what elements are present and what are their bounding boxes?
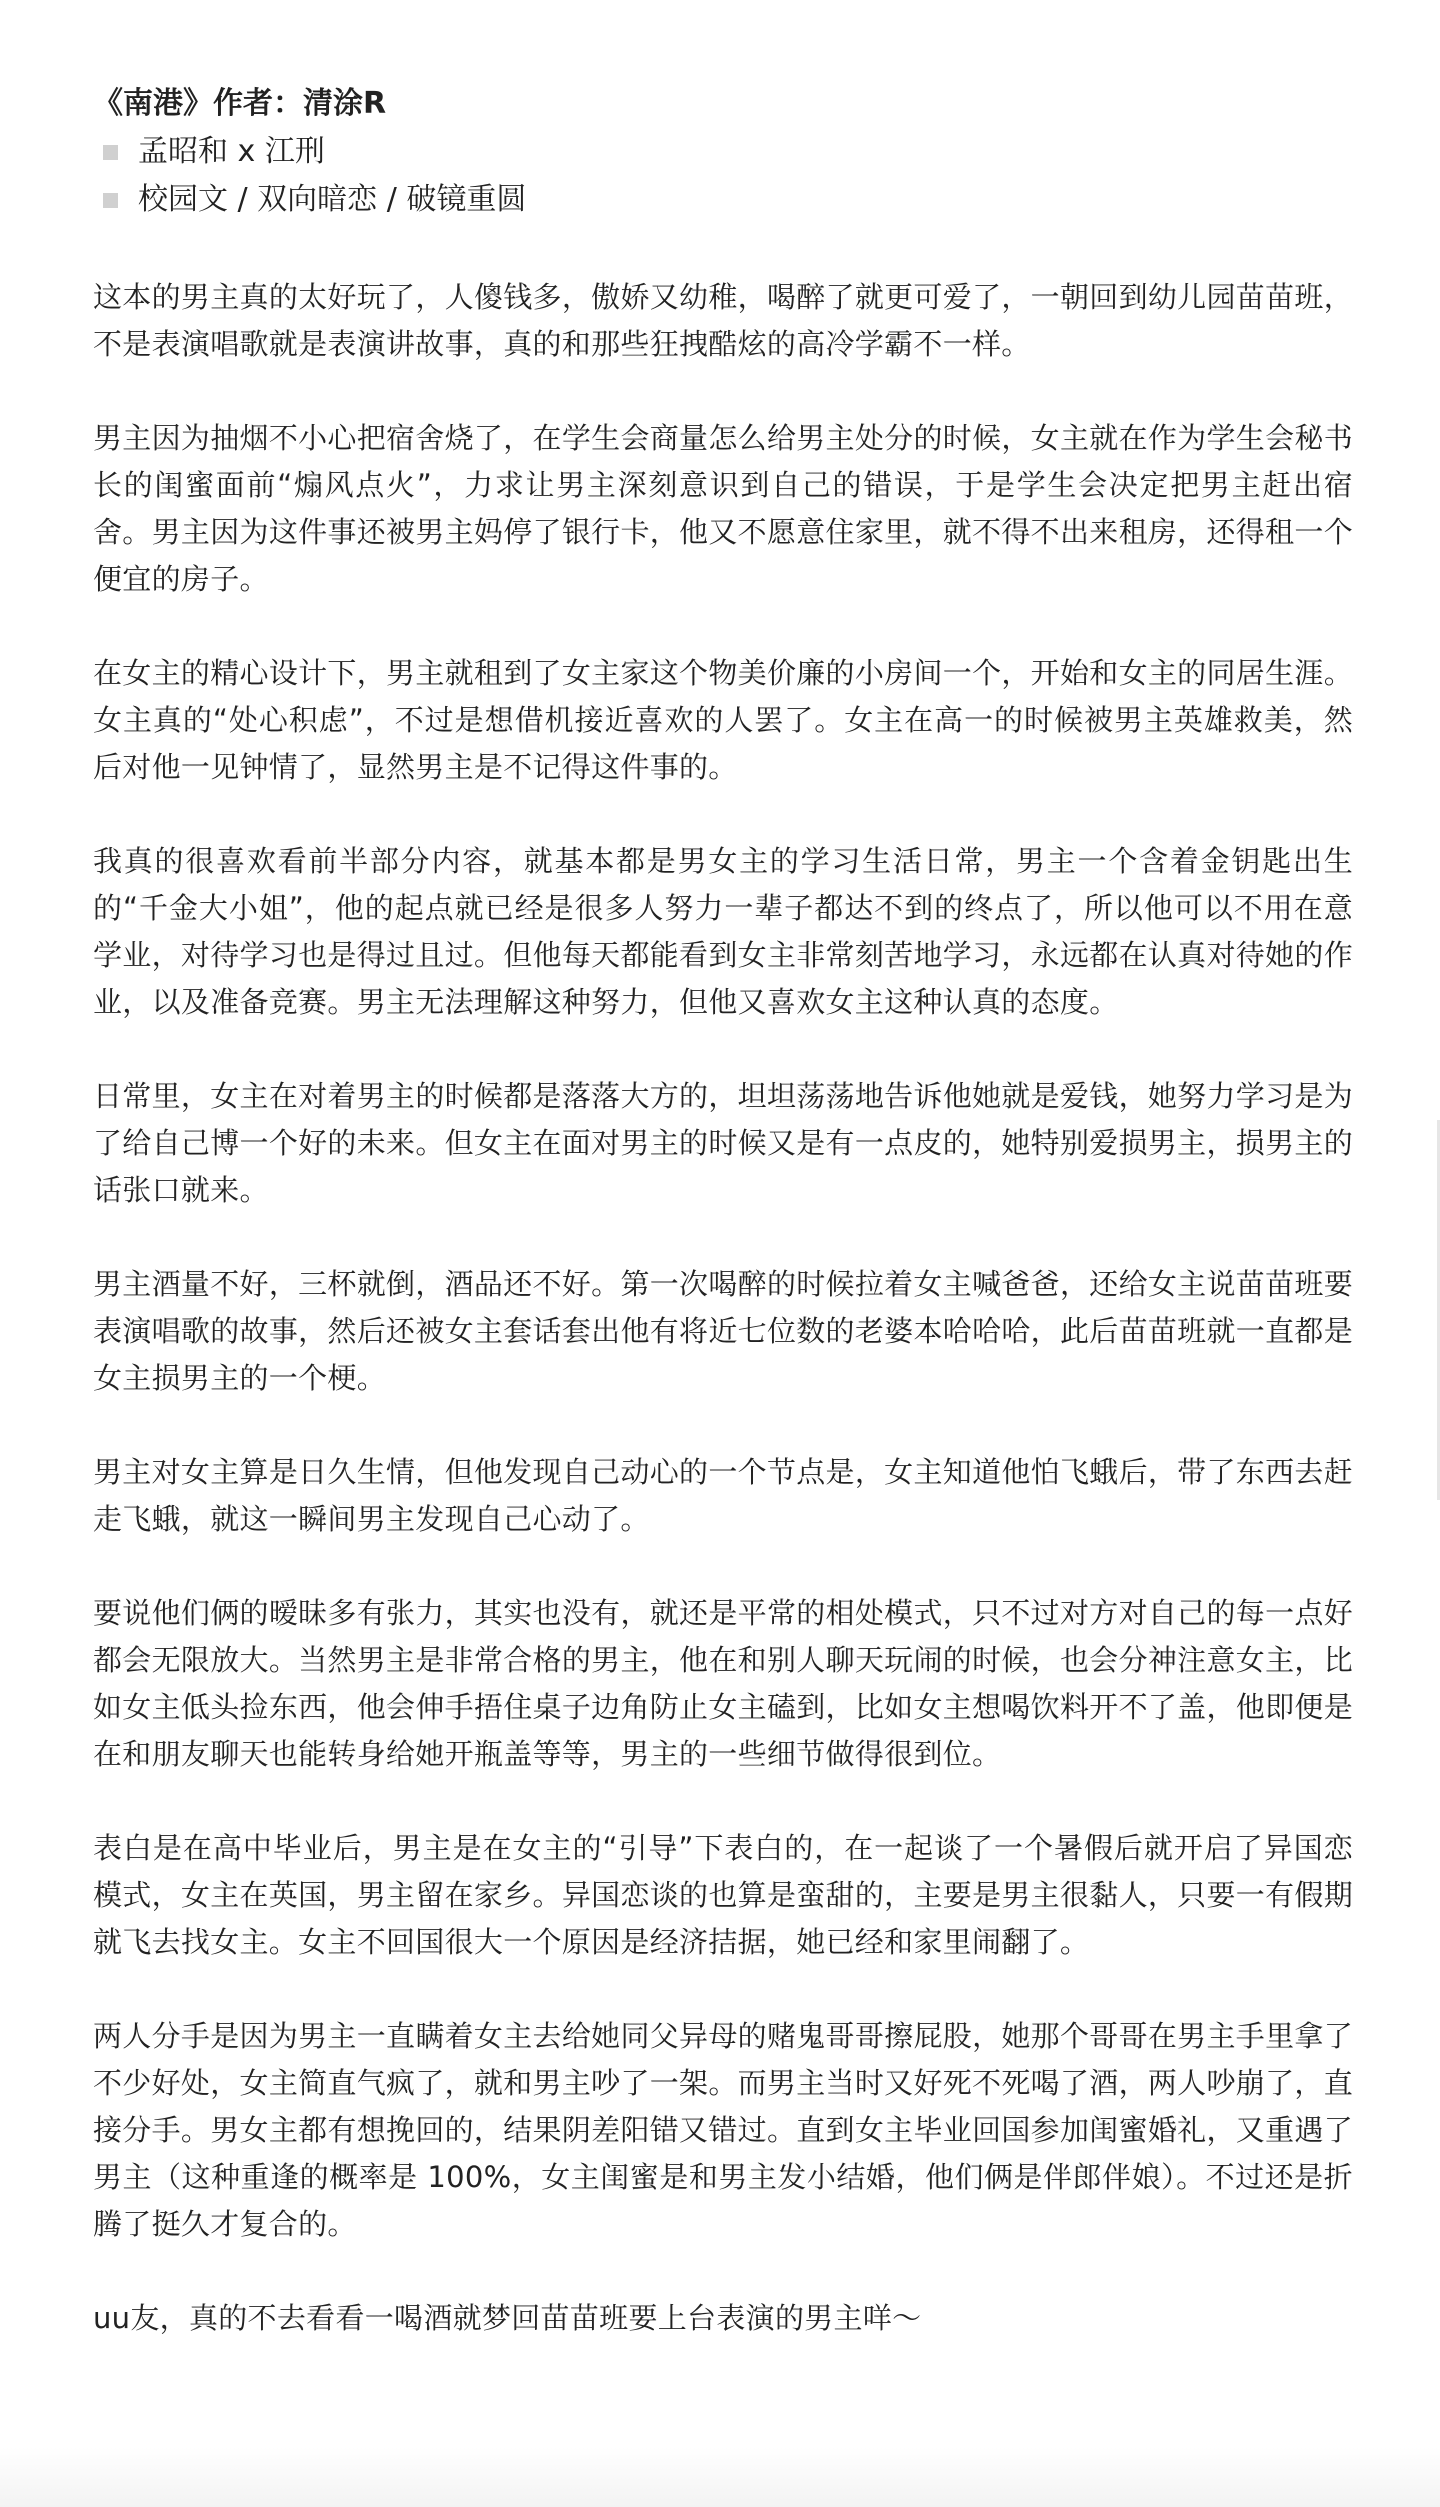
book-title: 《南港》作者：清涂R xyxy=(93,86,387,121)
paragraph: 要说他们俩的暧昧多有张力，其实也没有，就还是平常的相处模式，只不过对方对自己的每一点好都会无限放大。当然男主是非常合格的男主，他在和别人聊天玩闹的时候，也会分神注意女主，比如女主低头捡东西，他会伸手捂住桌子边角防止女主磕到，比如女主想喝饮料开不了盖，他即便是在和朋友聊天也能转身给她开瓶盖等等，男主的一些细节做得很到位。 xyxy=(93,1596,1353,1771)
book-meta-list xyxy=(93,128,1353,224)
paragraph: 男主酒量不好，三杯就倒，酒品还不好。第一次喝醉的时候拉着女主喊爸爸，还给女主说苗苗班要表演唱歌的故事，然后还被女主套话套出他有将近七位数的老婆本哈哈哈，此后苗苗班就一直都是女主损男主的一个梗。 xyxy=(93,1267,1353,1395)
paragraph: 在女主的精心设计下，男主就租到了女主家这个物美价廉的小房间一个，开始和女主的同居生涯。女主真的“处心积虑”，不过是想借机接近喜欢的人罢了。女主在高一的时候被男主英雄救美，然后对他一见钟情了，显然男主是不记得这件事的。 xyxy=(93,656,1353,784)
meta-text: 孟昭和 x 江刑 xyxy=(138,134,325,169)
review-content xyxy=(93,274,1353,2342)
paragraph: 两人分手是因为男主一直瞒着女主去给她同父异母的赌鬼哥哥擦屁股，她那个哥哥在男主手里拿了不少好处，女主简直气疯了，就和男主吵了一架。而男主当时又好死不死喝了酒，两人吵崩了，直接分手。男女主都有想挽回的，结果阴差阳错又错过。直到女主毕业回国参加闺蜜婚礼，又重遇了男主（这种重逢的概率是 100%，女主闺蜜是和男主发小结婚，他们俩是伴郎伴娘）。不过还是折腾了挺久才复合的。 xyxy=(93,2019,1353,2241)
article xyxy=(93,80,1353,2389)
paragraph: 这本的男主真的太好玩了，人傻钱多，傲娇又幼稚，喝醉了就更可爱了，一朝回到幼儿园苗苗班，不是表演唱歌就是表演讲故事，真的和那些狂拽酷炫的高冷学霸不一样。 xyxy=(93,280,1353,361)
paragraph: uu友，真的不去看看一喝酒就梦回苗苗班要上台表演的男主咩～ xyxy=(93,2301,922,2335)
paragraph: 男主对女主算是日久生情，但他发现自己动心的一个节点是，女主知道他怕飞蛾后，带了东西去赶走飞蛾，就这一瞬间男主发现自己心动了。 xyxy=(93,1455,1353,1536)
meta-item-characters xyxy=(93,128,1353,176)
bottom-fade xyxy=(0,2447,1440,2507)
paragraph: 男主因为抽烟不小心把宿舍烧了，在学生会商量怎么给男主处分的时候，女主就在作为学生会秘书长的闺蜜面前“煽风点火”，力求让男主深刻意识到自己的错误，于是学生会决定把男主赶出宿舍。男主因为这件事还被男主妈停了银行卡，他又不愿意住家里，就不得不出来租房，还得租一个便宜的房子。 xyxy=(93,421,1353,596)
meta-item-tags xyxy=(93,176,1353,224)
bullet-square-icon xyxy=(103,193,118,208)
paragraph: 我真的很喜欢看前半部分内容，就基本都是男女主的学习生活日常，男主一个含着金钥匙出生的“千金大小姐”，他的起点就已经是很多人努力一辈子都达不到的终点了，所以他可以不用在意学业，对待学习也是得过且过。但他每天都能看到女主非常刻苦地学习，永远都在认真对待她的作业，以及准备竞赛。男主无法理解这种努力，但他又喜欢女主这种认真的态度。 xyxy=(93,844,1353,1019)
paragraph: 日常里，女主在对着男主的时候都是落落大方的，坦坦荡荡地告诉他她就是爱钱，她努力学习是为了给自己博一个好的未来。但女主在面对男主的时候又是有一点皮的，她特别爱损男主，损男主的话张口就来。 xyxy=(93,1079,1353,1207)
paragraph: 表白是在高中毕业后，男主是在女主的“引导”下表白的，在一起谈了一个暑假后就开启了异国恋模式，女主在英国，男主留在家乡。异国恋谈的也算是蛮甜的，主要是男主很黏人，只要一有假期就飞去找女主。女主不回国很大一个原因是经济拮据，她已经和家里闹翻了。 xyxy=(93,1831,1353,1959)
bullet-square-icon xyxy=(103,145,118,160)
meta-text: 校园文 / 双向暗恋 / 破镜重圆 xyxy=(138,182,527,217)
